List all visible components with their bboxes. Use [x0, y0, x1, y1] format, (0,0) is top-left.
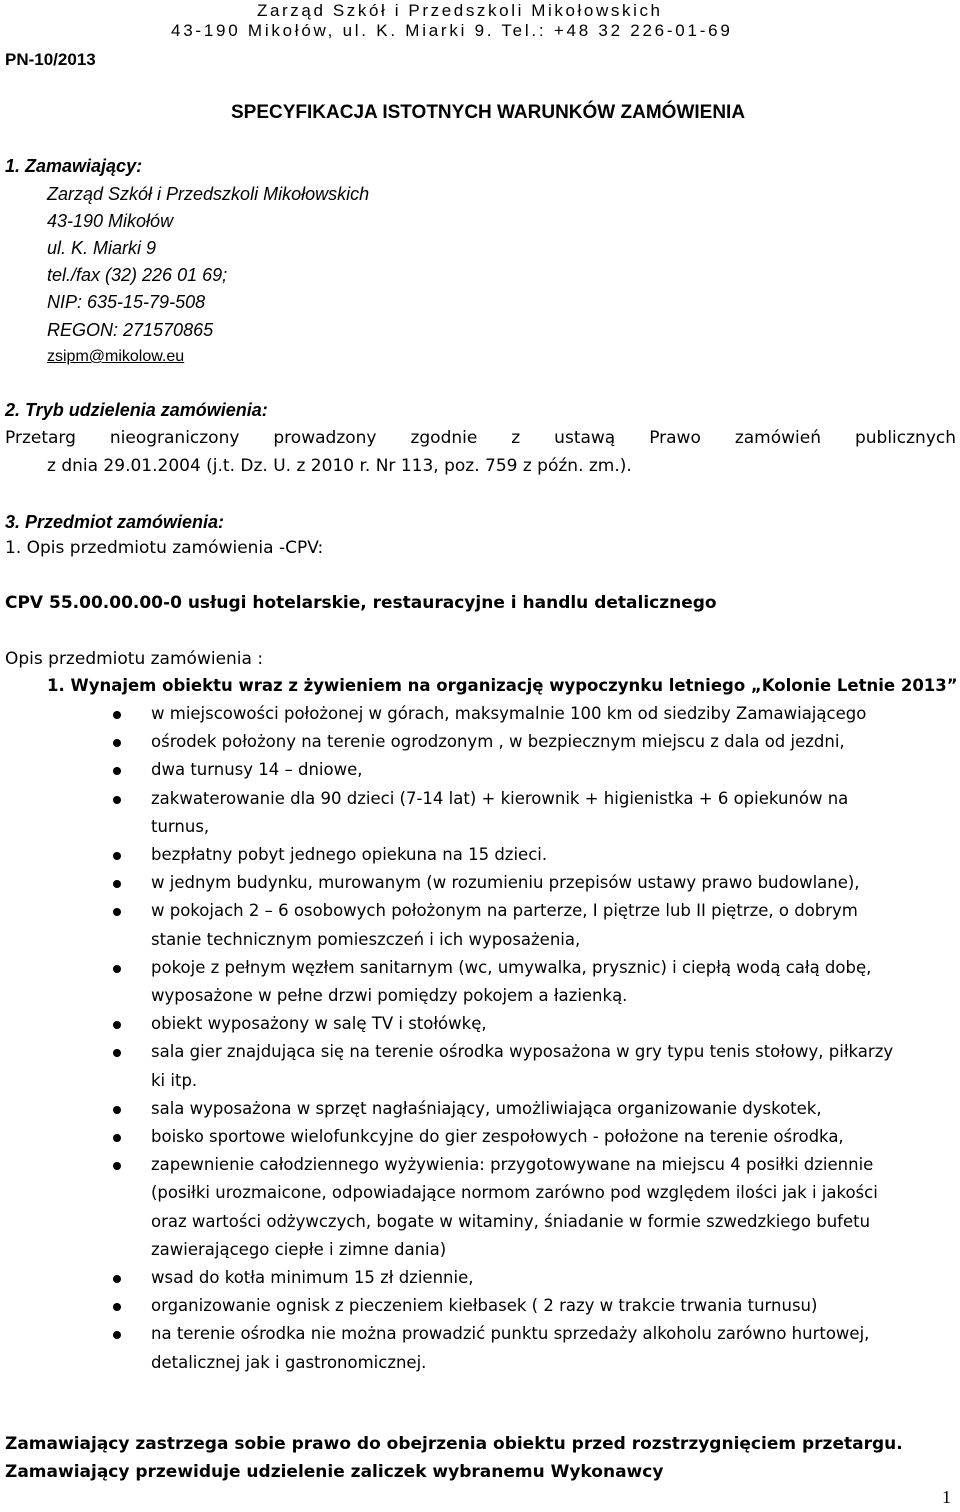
bullet-icon — [113, 908, 121, 916]
item1-heading: 1. Wynajem obiektu wraz z żywieniem na organizację wypoczynku letniego „Kolonie Letnie 2013” — [47, 676, 958, 695]
list-item-text: ki itp. — [151, 1070, 198, 1090]
bullet-icon — [113, 739, 121, 747]
list-item-text: zakwaterowanie dla 90 dzieci (7-14 lat) + kierownik + higienistka + 6 opiekunów na — [151, 788, 849, 808]
list-item-text: turnus, — [151, 816, 210, 836]
list-item-text: boisko sportowe wielofunkcyjne do gier zespołowych - położone na terenie ośrodka, — [151, 1127, 844, 1146]
bullet-icon — [113, 1021, 121, 1029]
bullet-icon — [113, 1275, 121, 1283]
list-item-text: stanie technicznym pomieszczeń i ich wyposażenia, — [151, 929, 581, 949]
section2-heading: 2. Tryb udzielenia zamówienia: — [5, 400, 268, 420]
list-item-text: organizowanie ognisk z pieczeniem kiełbasek ( 2 razy w trakcie trwania turnusu) — [151, 1296, 818, 1316]
document-title: SPECYFIKACJA ISTOTNYCH WARUNKÓW ZAMÓWIENIA — [231, 102, 746, 123]
section1-line: 43-190 Mikołów — [47, 211, 174, 231]
section1-line: ul. K. Miarki 9 — [47, 238, 157, 258]
bullet-icon — [113, 796, 121, 804]
bullet-icon — [113, 1162, 121, 1170]
list-item-text: bezpłatny pobyt jednego opiekuna na 15 dzieci. — [151, 845, 548, 864]
footer-note-2: Zamawiający przewiduje udzielenie zaliczek wybranemu Wykonawcy — [5, 1462, 664, 1482]
list-item-text: w miejscowości położonej w górach, maksymalnie 100 km od siedziby Zamawiającego — [151, 704, 867, 723]
list-item-text: w pokojach 2 – 6 osobowych położonym na parterze, I piętrze lub II piętrze, o dobrym — [151, 901, 858, 921]
bullet-icon — [113, 1049, 121, 1057]
bullet-icon — [113, 1303, 121, 1311]
list-item-text: wsad do kotła minimum 15 zł dziennie, — [151, 1268, 474, 1287]
list-item-text: ośrodek położony na terenie ogrodzonym , w bezpiecznym miejscu z dala od jezdni, — [151, 732, 845, 752]
page-number: 1 — [942, 1487, 951, 1507]
bullet-icon — [113, 1106, 121, 1114]
section1-heading: 1. Zamawiający: — [5, 156, 143, 176]
list-item-text: pokoje z pełnym węzłem sanitarnym (wc, umywalka, prysznic) i ciepłą wodą całą dobę, — [151, 957, 872, 977]
section1-line: tel./fax (32) 226 01 69; — [47, 265, 228, 285]
section1-line: NIP: 635-15-79-508 — [47, 292, 206, 312]
list-item-text: (posiłki urozmaicone, odpowiadające normom zarówno pod względem ilości jak i jakości — [151, 1183, 878, 1203]
bullet-icon — [113, 1331, 121, 1339]
section2-text-line1: Przetarg nieograniczony prowadzony zgodnie z ustawą Prawo zamówień publicznych — [5, 428, 956, 448]
list-item-text: wyposażone w pełne drzwi pomiędzy pokojem a łazienką. — [151, 986, 628, 1005]
bullet-icon — [113, 965, 121, 973]
list-item-text: dwa turnusy 14 – dniowe, — [151, 760, 363, 780]
section3-heading: 3. Przedmiot zamówienia: — [5, 512, 225, 532]
header-organization: Zarząd Szkół i Przedszkoli Mikołowskich — [257, 1, 663, 20]
document-code: PN-10/2013 — [5, 50, 96, 69]
cpv-code-line: CPV 55.00.00.00-0 usługi hotelarskie, restauracyjne i handlu detalicznego — [5, 593, 717, 613]
bullet-icon — [113, 852, 121, 860]
list-item-text: w jednym budynku, murowanym (w rozumieniu przepisów ustawy prawo budowlane), — [151, 873, 860, 893]
section1-line: Zarząd Szkół i Przedszkoli Mikołowskich — [47, 184, 370, 204]
list-item-text: zapewnienie całodziennego wyżywienia: przygotowywane na miejscu 4 posiłki dziennie — [151, 1155, 874, 1175]
bullet-icon — [113, 880, 121, 888]
list-item-text: sala gier znajdująca się na terenie ośrodka wyposażona w gry typu tenis stołowy, piłkarzy — [151, 1042, 894, 1062]
bullet-icon — [113, 1134, 121, 1142]
list-item-text: obiekt wyposażony w salę TV i stołówkę, — [151, 1014, 487, 1034]
list-item-text: zawierającego ciepłe i zimne dania) — [151, 1239, 447, 1259]
bullet-icon — [113, 711, 121, 719]
list-item-text: na terenie ośrodka nie można prowadzić punktu sprzedaży alkoholu zarówno hurtowej, — [151, 1324, 870, 1344]
section2-text-line2: z dnia 29.01.2004 (j.t. Dz. U. z 2010 r. Nr 113, poz. 759 z późn. zm.). — [47, 456, 632, 476]
bullet-icon — [113, 767, 121, 775]
section1-line: REGON: 271570865 — [47, 320, 214, 340]
list-item-text: detalicznej jak i gastronomicznej. — [151, 1352, 427, 1372]
description-label: Opis przedmiotu zamówienia : — [5, 649, 264, 669]
email-link[interactable]: zsipm@mikolow.eu — [47, 348, 185, 365]
cpv-subheading: 1. Opis przedmiotu zamówienia -CPV: — [5, 538, 324, 558]
footer-note-1: Zamawiający zastrzega sobie prawo do obejrzenia obiektu przed rozstrzygnięciem przetargu. — [5, 1434, 903, 1454]
list-item-text: sala wyposażona w sprzęt nagłaśniający, umożliwiająca organizowanie dyskotek, — [151, 1098, 822, 1118]
list-item-text: oraz wartości odżywczych, bogate w witaminy, śniadanie w formie szwedzkiego bufetu — [151, 1211, 871, 1231]
header-address: 43-190 Mikołów, ul. K. Miarki 9. Tel.: +48 32 226-01-69 — [171, 21, 733, 40]
